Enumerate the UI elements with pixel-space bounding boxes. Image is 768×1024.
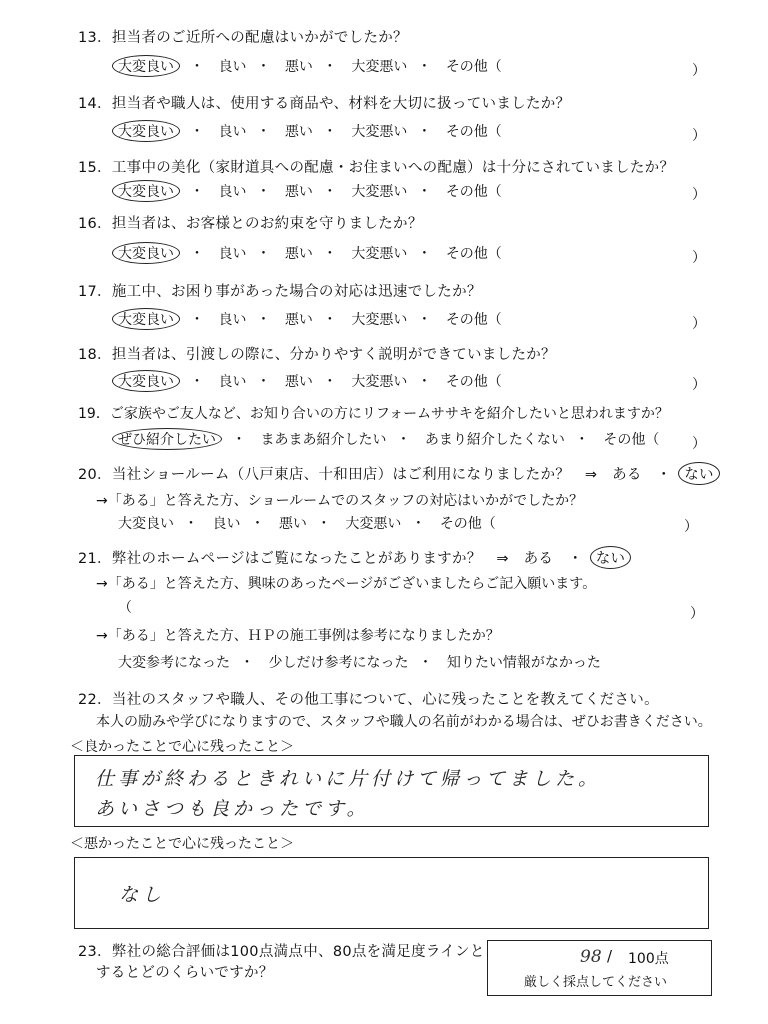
q14-option-selected[interactable]: 大変良い [112, 120, 180, 142]
q18-question: 18．担当者は、引渡しの際に、分かりやすく説明ができていましたか？ [78, 347, 556, 363]
q19-option[interactable]: その他（ [603, 432, 660, 448]
q19-option[interactable]: まあまあ紹介したい [260, 432, 387, 448]
q21-question [78, 546, 631, 569]
q17-option[interactable]: 大変悪い [351, 312, 408, 328]
q14-option[interactable]: 悪い [284, 124, 313, 140]
q21-answer-selected[interactable]: ない [590, 546, 632, 569]
q20-close-paren: ） [684, 519, 698, 535]
good-comment-box[interactable] [74, 755, 709, 827]
q16-close-paren: ） [692, 250, 706, 266]
q20-option[interactable]: 大変悪い [345, 516, 402, 532]
score-value: 98 [580, 947, 602, 967]
q19-close-paren: ） [692, 436, 706, 452]
good-comment-line2: あいさつも良かったです。 [95, 798, 370, 820]
q21-open-paren: （ [118, 600, 132, 616]
q20-option[interactable]: 悪い [278, 516, 307, 532]
q18-option[interactable]: 大変悪い [351, 374, 408, 390]
q15-option-selected[interactable]: 大変良い [112, 180, 180, 202]
q22-question-line2: 本人の励みや学びになりますので、スタッフや職人の名前がわかる場合は、ぜひお書きください。 [96, 714, 712, 730]
q21-options: 大変参考になった ・ 少しだけ参考になった ・ 知りたい情報がなかった [118, 655, 601, 671]
good-section-label: ＜良かったことで心に残ったこと＞ [70, 739, 294, 755]
q17-option[interactable]: 良い [218, 312, 247, 328]
q14-option[interactable]: その他（ [445, 124, 502, 140]
q15-options: 大変良い ・ 良い ・ 悪い ・ 大変悪い ・ その他（ [118, 180, 502, 202]
q16-options: 大変良い ・ 良い ・ 悪い ・ 大変悪い ・ その他（ [118, 242, 502, 264]
bad-section-label: ＜悪かったことで心に残ったこと＞ [70, 836, 294, 852]
q14-close-paren: ） [692, 128, 706, 144]
q16-option[interactable]: 良い [218, 246, 247, 262]
q17-close-paren: ） [692, 316, 706, 332]
q17-option[interactable]: 悪い [284, 312, 313, 328]
q13-option[interactable]: 良い [218, 59, 247, 75]
q19-option[interactable]: あまり紹介したくない [424, 432, 565, 448]
q16-option[interactable]: 悪い [284, 246, 313, 262]
q22-question-line1: 22．当社のスタッフや職人、その他工事について、心に残ったことを教えてください。 [78, 692, 659, 708]
score-slash: / [607, 947, 613, 965]
q15-option[interactable]: 悪い [284, 184, 313, 200]
q20-option[interactable]: 大変良い [118, 516, 174, 532]
q16-question: 16．担当者は、お客様とのお約束を守りましたか？ [78, 216, 423, 232]
q23-question-line2: するとどのくらいですか？ [96, 965, 274, 981]
q14-options: 大変良い ・ 良い ・ 悪い ・ 大変悪い ・ その他（ [118, 120, 502, 142]
q21-option[interactable]: 大変参考になった [118, 655, 230, 671]
q13-option[interactable]: 悪い [284, 59, 313, 75]
score-note: 厳しく採点してください [524, 975, 668, 990]
q13-option-selected[interactable]: 大変良い [112, 55, 180, 77]
q13-close-paren: ） [692, 63, 706, 79]
q20-answer-selected[interactable]: ない [678, 462, 720, 485]
q16-option[interactable]: その他（ [445, 246, 502, 262]
q14-option[interactable]: 大変悪い [351, 124, 408, 140]
q15-option[interactable]: その他（ [445, 184, 502, 200]
q18-option[interactable]: 良い [218, 374, 247, 390]
q21-option[interactable]: 少しだけ参考になった [268, 655, 409, 671]
q17-option-selected[interactable]: 大変良い [112, 308, 180, 330]
q21-option[interactable]: 知りたい情報がなかった [446, 655, 601, 671]
bad-comment-text: なし [119, 884, 166, 906]
q13-option[interactable]: その他（ [445, 59, 502, 75]
q18-option[interactable]: 悪い [284, 374, 313, 390]
q20-options: 大変良い ・ 良い ・ 悪い ・ 大変悪い ・ その他（ [118, 516, 496, 532]
good-comment-line1: 仕事が終わるときれいに片付けて帰ってました。 [95, 768, 602, 790]
q18-option-selected[interactable]: 大変良い [112, 370, 180, 392]
q15-option[interactable]: 大変悪い [351, 184, 408, 200]
q14-question: 14．担当者や職人は、使用する商品や、材料を大切に扱っていましたか？ [78, 96, 571, 112]
q13-question: 13．担当者のご近所への配慮はいかがでしたか？ [78, 30, 408, 46]
q18-close-paren: ） [692, 377, 706, 393]
q17-option[interactable]: その他（ [445, 312, 502, 328]
q15-option[interactable]: 良い [218, 184, 247, 200]
q16-option[interactable]: 大変悪い [351, 246, 408, 262]
q13-option[interactable]: 大変悪い [351, 59, 408, 75]
score-box[interactable] [487, 940, 712, 996]
q21-close-paren: ） [690, 606, 704, 622]
q20-subquestion: →「ある」と答えた方、ショールームでのスタッフの対応はいかがでしたか？ [96, 493, 584, 509]
q15-question: 15．工事中の美化（家財道具への配慮・お住まいへの配慮）は十分にされていましたか？ [78, 160, 675, 176]
q19-options: ぜひ紹介したい ・ まあまあ紹介したい ・ あまり紹介したくない ・ その他（ [118, 428, 659, 450]
q16-option-selected[interactable]: 大変良い [112, 242, 180, 264]
q19-question: 19．ご家族やご友人など、お知り合いの方にリフォームササキを紹介したいと思われますか？ [78, 406, 669, 422]
q20-option[interactable]: その他（ [439, 516, 496, 532]
q15-close-paren: ） [692, 187, 706, 203]
score-max: 100点 [628, 951, 669, 967]
q21-question-text: 21．弊社のホームページはご覧になったことがありますか？ ⇒ ある ・ [78, 551, 583, 567]
q21-subquestion-1: →「ある」と答えた方、興味のあったページがございましたらご記入願います。 [96, 576, 597, 592]
q19-option-selected[interactable]: ぜひ紹介したい [112, 428, 222, 450]
q21-subquestion-2: →「ある」と答えた方、ＨＰの施工事例は参考になりましたか？ [96, 628, 500, 644]
q18-options: 大変良い ・ 良い ・ 悪い ・ 大変悪い ・ その他（ [118, 370, 502, 392]
q17-options: 大変良い ・ 良い ・ 悪い ・ 大変悪い ・ その他（ [118, 308, 502, 330]
bad-comment-box[interactable] [74, 857, 709, 929]
q20-question-text: 20．当社ショールーム（八戸東店、十和田店）はご利用になりましたか？ ⇒ ある ・ [78, 467, 672, 483]
q17-question: 17．施工中、お困り事があった場合の対応は迅速でしたか？ [78, 284, 482, 300]
q20-option[interactable]: 良い [212, 516, 241, 532]
q13-options: 大変良い ・ 良い ・ 悪い ・ 大変悪い ・ その他（ [118, 55, 502, 77]
q20-question [78, 462, 720, 485]
q14-option[interactable]: 良い [218, 124, 247, 140]
q18-option[interactable]: その他（ [445, 374, 502, 390]
q23-question-line1: 23．弊社の総合評価は100点満点中、80点を満足度ラインと [78, 944, 485, 960]
